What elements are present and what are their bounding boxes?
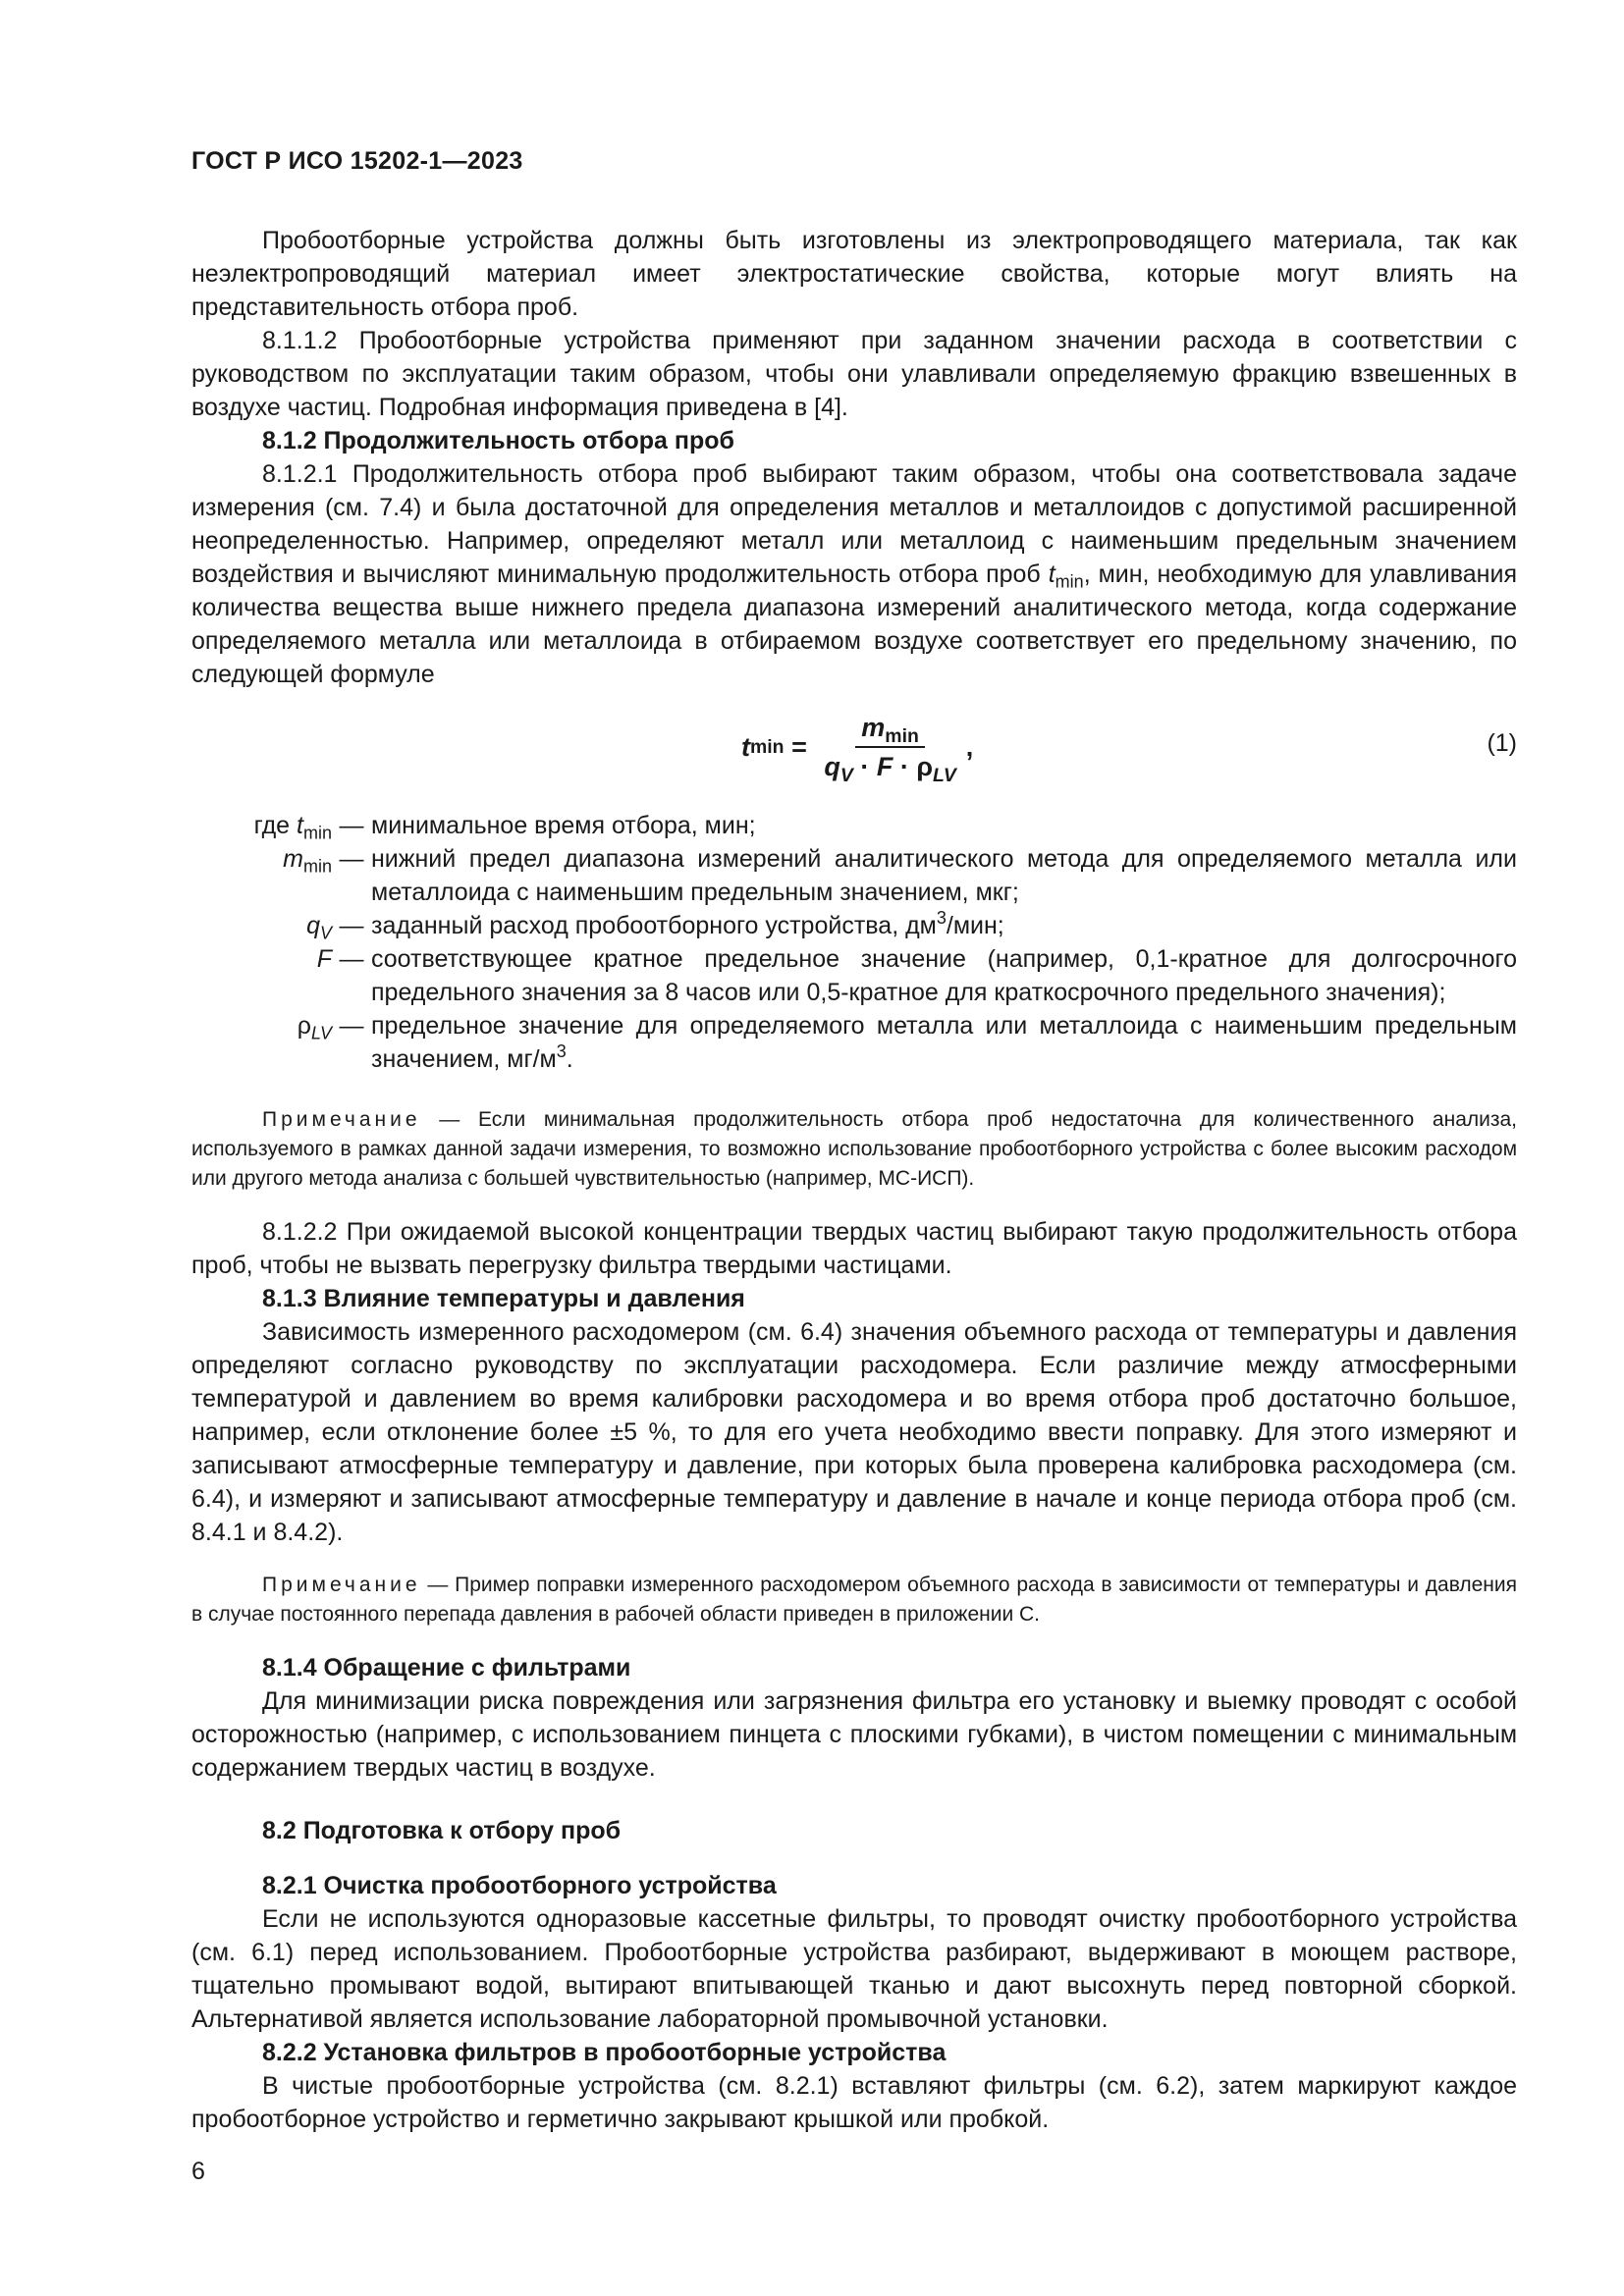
formula-denominator: $q_V \cdot F \cdot \rho_{LV}$ — [824, 752, 956, 786]
formula-numerator: $m_{min}$ — [855, 711, 925, 748]
section-heading-8-1-3: 8.1.3 Влияние температуры и давления — [262, 1285, 745, 1312]
definition-row: $q_V$ — заданный расход пробоотборного устройства, $дм^3$/мин; — [306, 908, 1004, 943]
paragraph-8-1-2-1: 8.1.2.1 Продолжительность отбора проб выбирают таким образом, чтобы она соответствовала задаче измерения (см. 7.4) и была достаточной для определения металлов и металлоидов с допустимой расширенной неопределенностью. Например, определяют металл или металлоид с наименьшим предельным значением воздействия и вычисляют минимальную продолжительность отбора проб $t_{min}$, мин, необходимую для улавливания количества вещества выше нижнего предела диапазона измерений аналитического метода, когда содержание определяемого металла или металлоида в отбираемом воздухе соответствует его предельному значению, по следующей формуле — [191, 460, 1517, 688]
definition-row: F — соответствующее кратное предельное значение (например, 0,1-кратное для долгосрочного предельного значения за 8 часов или 0,5-кратное для краткосрочного предельного значения); — [316, 945, 1517, 1006]
definition-row: $\rho_{LV}$ — предельное значение для определяемого металла или металлоида с наименьшим предельным значением, $мг/м^3$. — [297, 1012, 1517, 1073]
paragraph: Пробоотборные устройства должны быть изготовлены из электропроводящего материала, так как неэлектропроводящий материал имеет электростатические свойства, которые могут влиять на представительность отбора проб. — [191, 227, 1517, 321]
section-heading-8-2-1: 8.2.1 Очистка пробоотборного устройства — [262, 1872, 777, 1899]
section-heading-8-2-2: 8.2.2 Установка фильтров в пробоотборные устройства — [262, 2039, 947, 2066]
formula-t-min: t min = $\frac{m_{min}}{q_V \cdot F \cdot \rho_{LV}}$ , — [741, 713, 974, 786]
section-heading-8-1-4: 8.1.4 Обращение с фильтрами — [262, 1654, 631, 1682]
paragraph-8-2-2: В чистые пробоотборные устройства (см. 8.2.1) вставляют фильтры (см. 6.2), затем маркируют каждое пробоотборное устройство и герметично закрывают крышкой или пробкой. — [191, 2072, 1517, 2133]
equation-number: (1) — [1487, 729, 1517, 757]
paragraph-8-2-1: Если не используются одноразовые кассетные фильтры, то проводят очистку пробоотборного устройства (см. 6.1) перед использованием. Пробоотборные устройства разбирают, выдерживают в моющем растворе, тщательно промывают водой, вытирают впитывающей тканью и дают высохнуть перед повторной сборкой. Альтернативой является использование лабораторной промывочной установки. — [191, 1905, 1517, 2033]
note-paragraph: Примечание — Если минимальная продолжительность отбора проб недостаточна для количественного анализа, используемого в рамках данной задачи измерения, то возможно использование пробоотборного устройства с более высоким расходом или другого метода анализа с большей чувствительностью (например, МС-ИСП). — [191, 1108, 1517, 1190]
page-number: 6 — [191, 2158, 205, 2185]
paragraph-8-1-4: Для минимизации риска повреждения или загрязнения фильтра его установку и выемку проводят с особой осторожностью (например, с использованием пинцета с плоскими губками), в чистом помещении с минимальным содержанием твердых частиц в воздухе. — [191, 1687, 1517, 1782]
variable-definitions — [191, 809, 1517, 1076]
paragraph-8-1-1-2: 8.1.1.2 Пробоотборные устройства применяют при заданном значении расхода в соответствии с руководством по эксплуатации таким образом, чтобы они улавливали определяемую фракцию взвешенных в воздухе частиц. Подробная информация приведена в [4]. — [191, 327, 1517, 421]
section-heading-8-1-2: 8.1.2 Продолжительность отбора проб — [262, 427, 734, 454]
paragraph-8-1-3: Зависимость измеренного расходомером (см. 6.4) значения объемного расхода от температуры и давления определяют согласно руководству по эксплуатации расходомера. Если различие между атмосферными температурой и давлением во время калибровки расходомера и во время отбора проб достаточно большое, например, если отклонение более ±5 %, то для его учета необходимо ввести поправку. Для этого измеряют и записывают атмосферные температуру и давление, при которых была проверена калибровка расходомера (см. 6.4), и измеряют и записывают атмосферные температуру и давление в начале и конце периода отбора проб (см. 8.4.1 и 8.4.2). — [191, 1318, 1517, 1546]
section-heading-8-2: 8.2 Подготовка к отбору проб — [262, 1817, 622, 1844]
document-code-header: ГОСТ Р ИСО 15202-1—2023 — [191, 147, 523, 175]
definition-row: $m_{min}$ — нижний предел диапазона измерений аналитического метода для определяемого металла или металлоида с наименьшим предельным значением, мкг; — [283, 845, 1517, 906]
note-label: Примечание — [262, 1574, 421, 1596]
definition-row: где $t_{min}$ — минимальное время отбора, мин; — [253, 812, 756, 843]
note-label: Примечание — [262, 1108, 421, 1131]
paragraph-8-1-2-2: 8.1.2.2 При ожидаемой высокой концентрации твердых частиц выбирают такую продолжительность отбора проб, чтобы не вызвать перегрузку фильтра твердыми частицами. — [191, 1218, 1517, 1279]
formula-fraction — [818, 711, 961, 786]
formula-block — [191, 705, 1517, 789]
document-body — [191, 224, 1517, 2136]
note-paragraph: Примечание — Пример поправки измеренного расходомером объемного расхода в зависимости от температуры и давления в случае постоянного перепада давления в рабочей области приведен в приложении С. — [191, 1574, 1517, 1626]
